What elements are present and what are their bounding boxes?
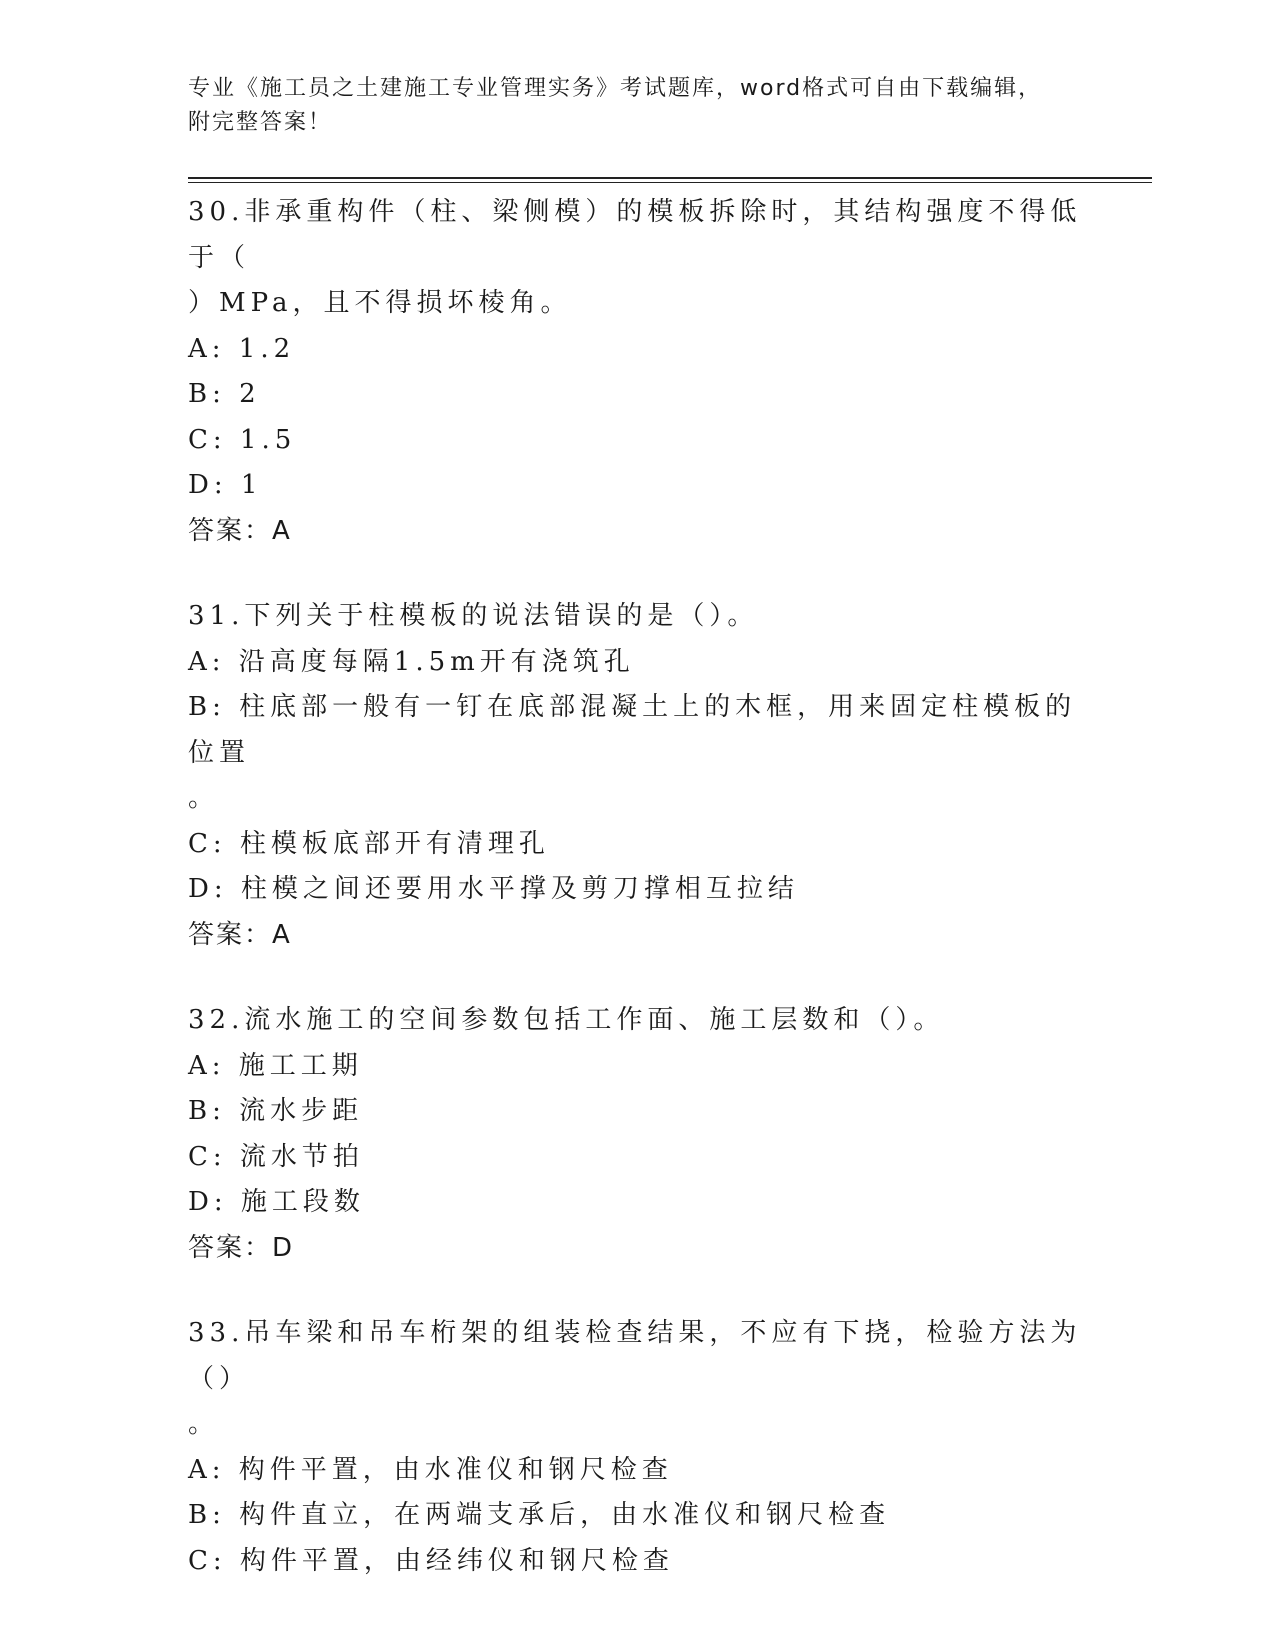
question-30 [188,190,1088,554]
option-b: B: 构件直立，在两端支承后，由水准仪和钢尺检查 [188,1500,891,1530]
option-b: B: 2 [188,379,261,409]
option-d: D: 施工段数 [188,1187,365,1217]
option-d: D: 柱模之间还要用水平撑及剪刀撑相互拉结 [188,874,799,904]
answer-line: 答案：D [188,1232,295,1263]
document-header [188,72,1068,140]
question-stem-line: 32.流水施工的空间参数包括工作面、施工层数和（）。 [188,1005,945,1035]
question-stem-line: 31.下列关于柱模板的说法错误的是（）。 [188,601,759,631]
header-line-2: 附完整答案！ [188,110,333,135]
option-a: A: 施工工期 [188,1050,363,1081]
header-line-1: 专业《施工员之土建施工专业管理实务》考试题库，word格式可自由下载编辑， [188,76,1043,101]
option-b: B: 柱底部一般有一钉在底部混凝土上的木框，用来固定柱模板的位置 [188,692,1077,768]
option-c: C: 流水节拍 [188,1141,364,1172]
question-31 [188,594,1088,958]
option-c: C: 1.5 [188,424,297,455]
question-32 [188,998,1088,1271]
option-c: C: 构件平置，由经纬仪和钢尺检查 [188,1545,674,1576]
answer-line: 答案：A [188,919,292,950]
question-stem-line: 33.吊车梁和吊车桁架的组装检查结果，不应有下挠，检验方法为（） [188,1318,1082,1394]
question-33 [188,1311,1088,1584]
header-divider-thin [188,182,1152,183]
answer-line: 答案：A [188,515,292,546]
question-stem-line: ）MPa，且不得损坏棱角。 [188,288,572,318]
header-divider-thick [188,177,1152,179]
option-d: D: 1 [188,470,263,500]
option-b-continuation: 。 [188,783,220,813]
option-a: A: 构件平置，由水准仪和钢尺检查 [188,1454,673,1485]
option-c: C: 柱模板底部开有清理孔 [188,828,550,859]
option-b: B: 流水步距 [188,1096,364,1126]
question-list [188,190,1088,1624]
option-a: A: 1.2 [188,333,296,364]
option-a: A: 沿高度每隔1.5m开有浇筑孔 [188,646,635,677]
question-stem-line: 。 [188,1409,220,1439]
question-stem-line: 30.非承重构件（柱、梁侧模）的模板拆除时，其结构强度不得低于（ [188,197,1082,273]
